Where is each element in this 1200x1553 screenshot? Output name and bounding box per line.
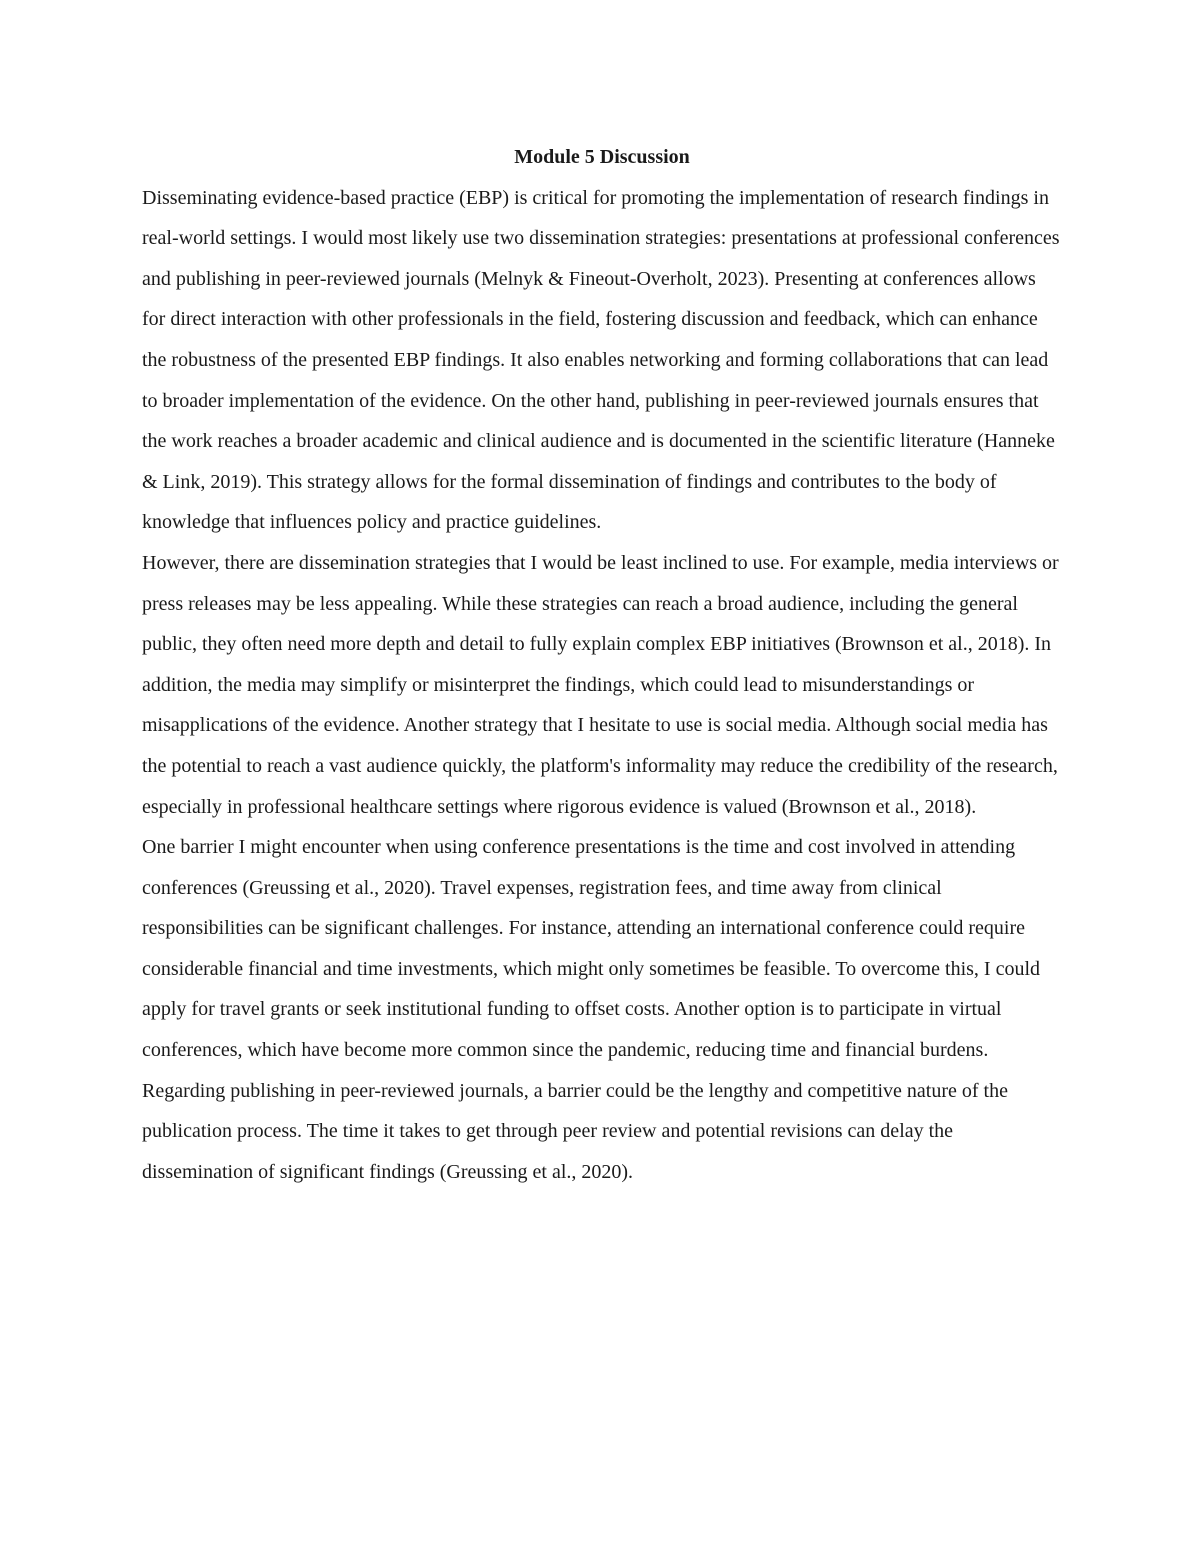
paragraph-least-inclined-strategies: However, there are dissemination strategies that I would be least inclined to use. For example, media interviews or press releases may be less appealing. While these strategies can reach a broad audience, including the general public, they often need more depth and detail to fully explain complex EBP initiatives (Brownson et al., 2018). In addition, the media may simplify or misinterpret the findings, which could lead to misunderstandings or misapplications of the evidence. Another strategy that I hesitate to use is social media. Although social media has the potential to reach a vast audience quickly, the platform's informality may reduce the credibility of the research, especially in professional healthcare settings where rigorous evidence is valued (Brownson et al., 2018). [142,551,1059,818]
paragraph-ebp-strategies: Disseminating evidence-based practice (EBP) is critical for promoting the implementation of research findings in real-world settings. I would most likely use two dissemination strategies: presentations at professional conferences and publishing in peer-reviewed journals (Melnyk & Fineout-Overholt, 2023). Presenting at conferences allows for direct interaction with other professionals in the field, fostering discussion and feedback, which can enhance the robustness of the presented EBP findings. It also enables networking and forming collaborations that can lead to broader implementation of the evidence. On the other hand, publishing in peer-reviewed journals ensures that the work reaches a broader academic and clinical audience and is documented in the scientific literature (Hanneke & Link, 2019). This strategy allows for the formal dissemination of findings and contributes to the body of knowledge that influences policy and practice guidelines. [142,186,1060,534]
paragraph-conference-barrier: One barrier I might encounter when using conference presentations is the time and cost involved in attending conferences (Greussing et al., 2020). Travel expenses, registration fees, and time away from clinical responsibilities can be significant challenges. For instance, attending an international conference could require considerable financial and time investments, which might only sometimes be feasible. To overcome this, I could apply for travel grants or seek institutional funding to offset costs. Another option is to participate in virtual conferences, which have become more common since the pandemic, reducing time and financial burdens. [142,836,1041,1062]
paragraph-publishing-barrier: Regarding publishing in peer-reviewed journals, a barrier could be the lengthy and competitive nature of the publication process. The time it takes to get through peer review and potential revisions can delay the dissemination of significant findings (Greussing et al., 2020). [142,1079,1008,1183]
document-body [142,137,1062,1192]
document-title: Module 5 Discussion [514,146,690,168]
